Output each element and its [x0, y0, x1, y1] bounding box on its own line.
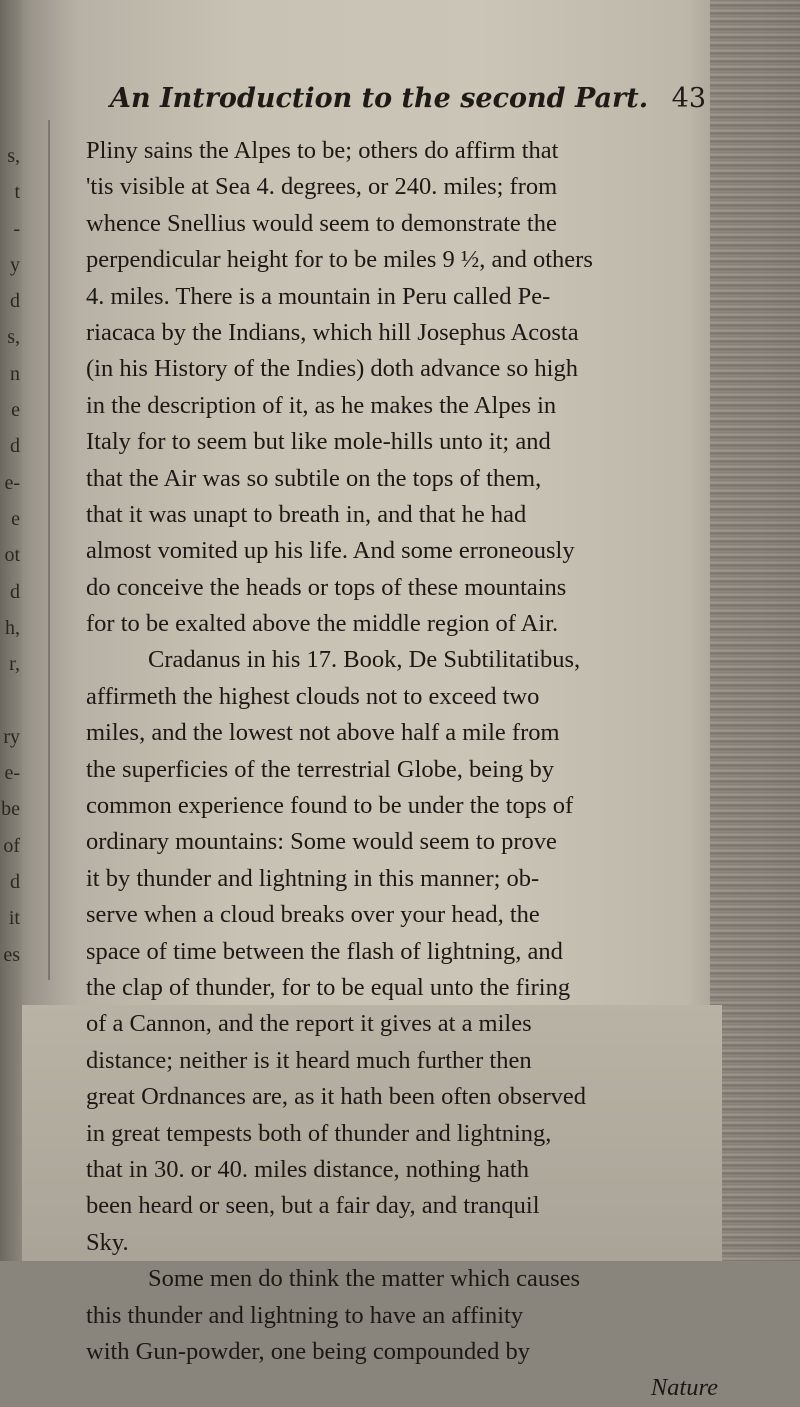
text-line: Sky. [86, 1228, 129, 1256]
fragment: h, [5, 616, 20, 639]
text-line: great Ordnances are, as it hath been often observed [86, 1083, 586, 1111]
text-line: miles, and the lowest not above half a mile from [86, 719, 560, 747]
text-line: been heard or seen, but a fair day, and tranquil [86, 1192, 540, 1220]
text-line: Some men do think the matter which causes [148, 1265, 581, 1293]
text-line: in the description of it, as he makes the Alpes in [86, 391, 557, 419]
text-line: it by thunder and lightning in this manner; ob- [86, 864, 540, 892]
fragment: d [10, 435, 20, 458]
fragment: s, [7, 326, 20, 349]
text-line: perpendicular height for to be miles 9 ½, and others [86, 246, 593, 274]
text-line: 'tis visible at Sea 4. degrees, or 240. miles; from [86, 173, 558, 201]
fragment: e [11, 507, 20, 530]
fragment: es [3, 943, 20, 966]
text-line: whence Snellius would seem to demonstrate the [86, 209, 557, 237]
fragment: d [10, 580, 20, 603]
text-line: riacaca by the Indians, which hill Josephus Acosta [86, 318, 579, 346]
fragment: e- [4, 471, 20, 494]
fragment: ry [3, 725, 20, 748]
running-head-title: An Introduction to the second Part. [110, 83, 649, 114]
fragment: d [10, 290, 20, 313]
fragment: n [10, 362, 20, 385]
text-line: almost vomited up his life. And some erroneously [86, 537, 575, 565]
fragment: it [8, 907, 20, 930]
text-line: this thunder and lightning to have an affinity [86, 1301, 524, 1329]
page-number: 43 [671, 83, 706, 114]
fragment: e [11, 399, 20, 422]
text-line: Pliny sains the Alpes to be; others do affirm that [86, 137, 559, 164]
text-line: serve when a cloud breaks over your head, the [86, 901, 540, 929]
fragment: be [1, 798, 20, 821]
text-line: in great tempests both of thunder and lightning, [86, 1119, 552, 1147]
text-line: that it was unapt to breath in, and that he had [86, 500, 527, 528]
text-line: of a Cannon, and the report it gives at a miles [86, 1010, 532, 1038]
text-line: space of time between the flash of lightning, and [86, 937, 563, 965]
text-line: Cradanus in his 17. Book, De Subtilitatibus, [148, 646, 581, 674]
text-line: that in 30. or 40. miles distance, nothing hath [86, 1155, 529, 1183]
text-line: ordinary mountains: Some would seem to prove [86, 828, 557, 856]
facing-page-fragments [0, 138, 20, 973]
text-line: the clap of thunder, for to be equal unto the firing [86, 973, 571, 1001]
text-line: the superficies of the terrestrial Globe, being by [86, 755, 555, 783]
text-line: that the Air was so subtile on the tops of them, [86, 464, 542, 492]
fragment: s, [7, 145, 20, 167]
fragment: y [10, 253, 20, 276]
catchword: Nature [650, 1374, 718, 1402]
fragment: of [3, 834, 20, 857]
fragment: r, [9, 653, 20, 676]
fragment: - [13, 217, 20, 240]
fragment: t [14, 181, 20, 204]
text-line: affirmeth the highest clouds not to exceed two [86, 682, 540, 710]
text-line: 4. miles. There is a mountain in Peru called Pe- [86, 282, 551, 310]
text-line: common experience found to be under the tops of [86, 792, 574, 820]
running-head [110, 83, 720, 123]
text-line: for to be exalted above the middle region of Air. [86, 610, 559, 638]
body-text [86, 133, 736, 1407]
fragment: d [10, 870, 20, 893]
text-line: with Gun-powder, one being compounded by [86, 1337, 531, 1365]
fragment: e- [4, 762, 20, 785]
text-line: (in his History of the Indies) doth advance so high [86, 355, 578, 383]
fragment [0, 682, 20, 718]
text-line: distance; neither is it heard much further then [86, 1046, 532, 1074]
text-line: do conceive the heads or tops of these mountains [86, 573, 567, 601]
text-line: Italy for to seem but like mole-hills unto it; and [86, 428, 551, 456]
fragment: ot [4, 544, 20, 567]
gutter-shadow [48, 120, 50, 980]
